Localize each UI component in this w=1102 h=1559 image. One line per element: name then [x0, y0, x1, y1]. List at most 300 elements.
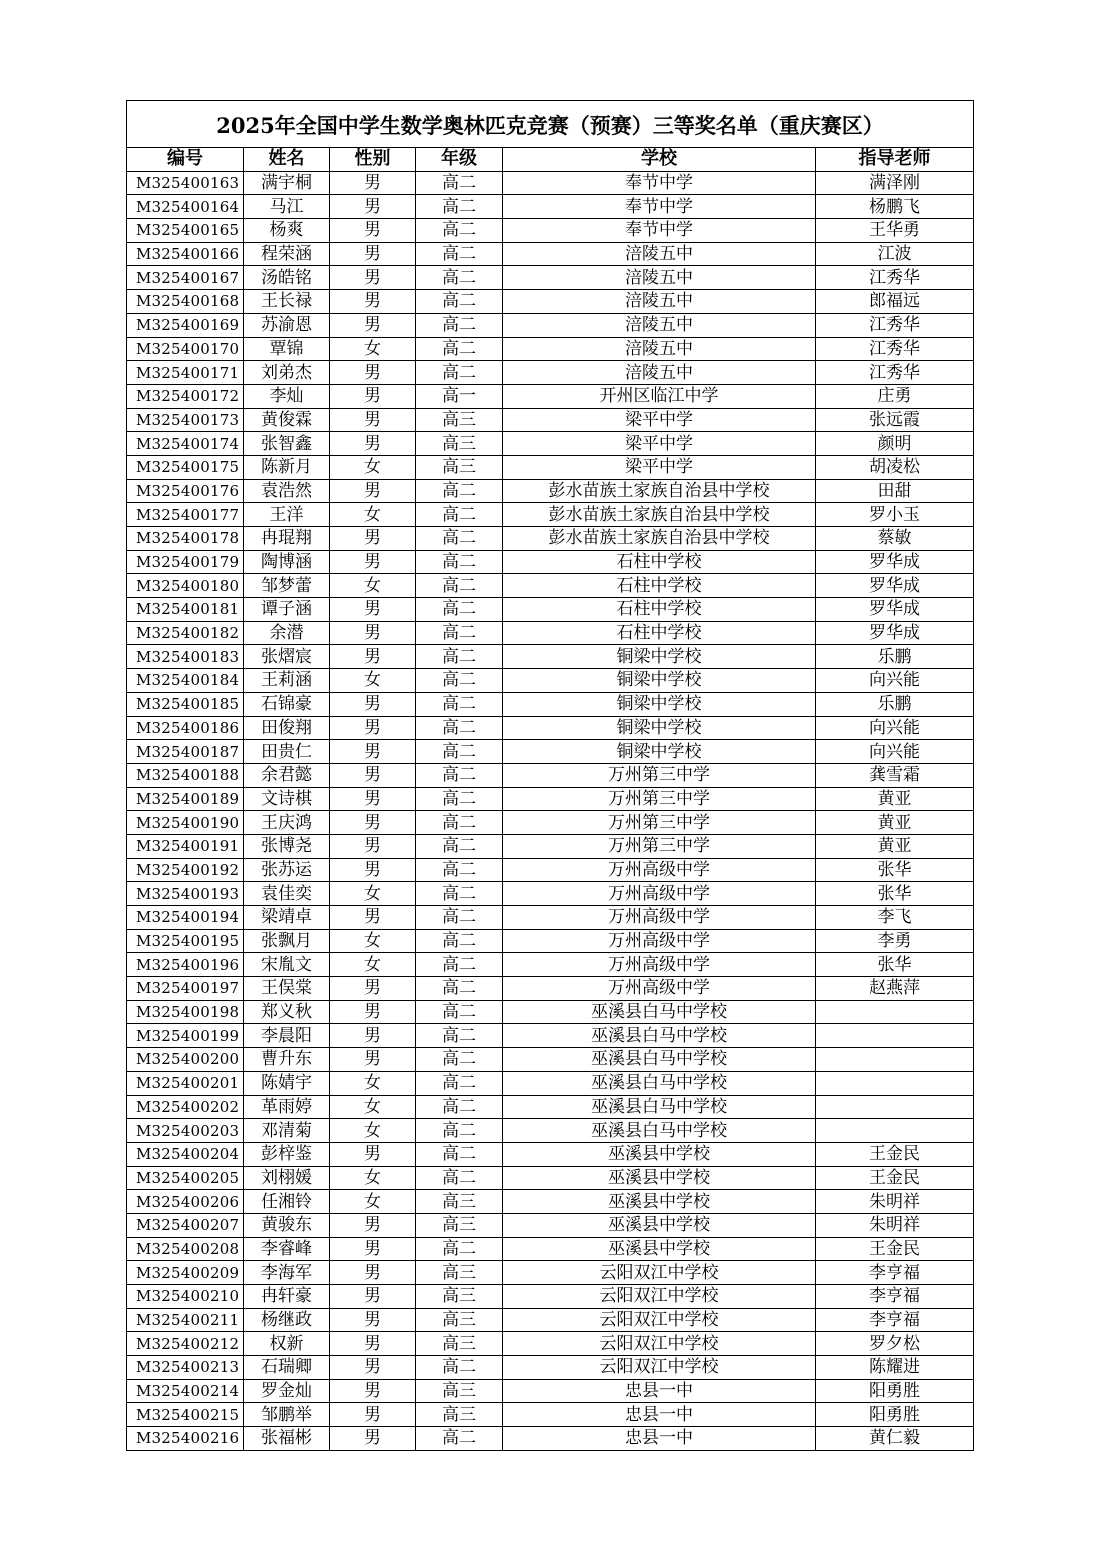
table-row	[127, 361, 974, 385]
cell-name: 袁浩然	[244, 479, 330, 503]
cell-school: 铜梁中学校	[503, 692, 816, 716]
cell-school: 石柱中学校	[503, 550, 816, 574]
cell-grade: 高二	[416, 1095, 503, 1119]
cell-name: 田贵仁	[244, 740, 330, 764]
cell-gender: 男	[330, 1142, 416, 1166]
cell-school: 涪陵五中	[503, 337, 816, 361]
table-row	[127, 834, 974, 858]
cell-teacher: 王金民	[816, 1237, 974, 1261]
cell-school: 巫溪县中学校	[503, 1213, 816, 1237]
table-row	[127, 550, 974, 574]
cell-teacher: 江秀华	[816, 337, 974, 361]
cell-teacher: 罗小玉	[816, 503, 974, 527]
cell-school: 万州第三中学	[503, 834, 816, 858]
cell-teacher: 罗华成	[816, 574, 974, 598]
cell-id: M325400199	[127, 1024, 244, 1048]
cell-grade: 高二	[416, 598, 503, 622]
cell-teacher: 郎福远	[816, 290, 974, 314]
table-row	[127, 1095, 974, 1119]
cell-grade: 高二	[416, 242, 503, 266]
table-row	[127, 1356, 974, 1380]
table-row	[127, 621, 974, 645]
cell-id: M325400169	[127, 313, 244, 337]
cell-id: M325400211	[127, 1308, 244, 1332]
table-row	[127, 1308, 974, 1332]
cell-school: 石柱中学校	[503, 574, 816, 598]
table-row	[127, 1379, 974, 1403]
cell-teacher: 李飞	[816, 906, 974, 930]
cell-school: 万州第三中学	[503, 763, 816, 787]
cell-grade: 高二	[416, 1237, 503, 1261]
cell-grade: 高二	[416, 550, 503, 574]
cell-gender: 男	[330, 195, 416, 219]
cell-id: M325400205	[127, 1166, 244, 1190]
cell-grade: 高二	[416, 977, 503, 1001]
table-row	[127, 455, 974, 479]
cell-teacher: 蔡敏	[816, 527, 974, 551]
cell-id: M325400172	[127, 384, 244, 408]
cell-school: 万州高级中学	[503, 906, 816, 930]
cell-id: M325400181	[127, 598, 244, 622]
cell-school: 铜梁中学校	[503, 645, 816, 669]
cell-teacher: 罗华成	[816, 550, 974, 574]
cell-gender: 男	[330, 692, 416, 716]
cell-id: M325400192	[127, 858, 244, 882]
cell-name: 革雨婷	[244, 1095, 330, 1119]
table-row	[127, 1427, 974, 1451]
cell-name: 陈婧宇	[244, 1071, 330, 1095]
cell-school: 巫溪县中学校	[503, 1142, 816, 1166]
cell-name: 文诗棋	[244, 787, 330, 811]
table-row	[127, 977, 974, 1001]
cell-gender: 男	[330, 1213, 416, 1237]
cell-name: 邹鹏举	[244, 1403, 330, 1427]
cell-teacher: 满泽刚	[816, 171, 974, 195]
cell-name: 邹梦蕾	[244, 574, 330, 598]
cell-gender: 男	[330, 361, 416, 385]
cell-gender: 男	[330, 1000, 416, 1024]
cell-id: M325400212	[127, 1332, 244, 1356]
cell-id: M325400188	[127, 763, 244, 787]
cell-grade: 高二	[416, 479, 503, 503]
cell-id: M325400178	[127, 527, 244, 551]
cell-gender: 男	[330, 1308, 416, 1332]
table-row	[127, 882, 974, 906]
table-row	[127, 1403, 974, 1427]
header-teacher: 指导老师	[816, 148, 974, 172]
cell-gender: 男	[330, 1356, 416, 1380]
cell-school: 奉节中学	[503, 171, 816, 195]
cell-grade: 高二	[416, 1427, 503, 1451]
cell-teacher: 张华	[816, 882, 974, 906]
table-row	[127, 1024, 974, 1048]
cell-name: 彭梓鉴	[244, 1142, 330, 1166]
cell-name: 覃锦	[244, 337, 330, 361]
cell-id: M325400176	[127, 479, 244, 503]
table-row	[127, 1237, 974, 1261]
cell-name: 张福彬	[244, 1427, 330, 1451]
cell-gender: 男	[330, 408, 416, 432]
cell-name: 刘弟杰	[244, 361, 330, 385]
cell-school: 奉节中学	[503, 195, 816, 219]
cell-grade: 高三	[416, 455, 503, 479]
header-name: 姓名	[244, 148, 330, 172]
cell-teacher: 黄亚	[816, 787, 974, 811]
cell-gender: 男	[330, 290, 416, 314]
cell-teacher: 罗华成	[816, 621, 974, 645]
cell-school: 涪陵五中	[503, 361, 816, 385]
cell-name: 李睿峰	[244, 1237, 330, 1261]
cell-grade: 高二	[416, 882, 503, 906]
table-row	[127, 929, 974, 953]
table-row	[127, 242, 974, 266]
cell-teacher: 张华	[816, 858, 974, 882]
cell-id: M325400173	[127, 408, 244, 432]
cell-name: 刘栩媛	[244, 1166, 330, 1190]
cell-gender: 女	[330, 503, 416, 527]
cell-school: 万州第三中学	[503, 787, 816, 811]
cell-teacher	[816, 1119, 974, 1143]
cell-school: 开州区临江中学	[503, 384, 816, 408]
cell-teacher	[816, 1024, 974, 1048]
cell-name: 陶博涵	[244, 550, 330, 574]
cell-name: 石锦豪	[244, 692, 330, 716]
cell-grade: 高二	[416, 266, 503, 290]
cell-grade: 高二	[416, 1000, 503, 1024]
cell-teacher: 张华	[816, 953, 974, 977]
cell-gender: 男	[330, 1024, 416, 1048]
cell-name: 汤皓铭	[244, 266, 330, 290]
table-row	[127, 645, 974, 669]
cell-grade: 高三	[416, 1285, 503, 1309]
cell-name: 田俊翔	[244, 716, 330, 740]
cell-school: 万州高级中学	[503, 929, 816, 953]
cell-gender: 女	[330, 574, 416, 598]
cell-teacher: 赵燕萍	[816, 977, 974, 1001]
cell-teacher: 乐鹏	[816, 645, 974, 669]
cell-school: 奉节中学	[503, 219, 816, 243]
cell-teacher	[816, 1048, 974, 1072]
cell-teacher: 江秀华	[816, 266, 974, 290]
table-row	[127, 740, 974, 764]
cell-grade: 高二	[416, 787, 503, 811]
cell-name: 陈新月	[244, 455, 330, 479]
table-row	[127, 290, 974, 314]
cell-grade: 高二	[416, 858, 503, 882]
cell-gender: 男	[330, 787, 416, 811]
cell-school: 巫溪县白马中学校	[503, 1095, 816, 1119]
cell-id: M325400200	[127, 1048, 244, 1072]
cell-teacher: 江波	[816, 242, 974, 266]
cell-gender: 男	[330, 645, 416, 669]
cell-teacher: 朱明祥	[816, 1213, 974, 1237]
cell-gender: 女	[330, 929, 416, 953]
cell-id: M325400191	[127, 834, 244, 858]
cell-gender: 女	[330, 669, 416, 693]
table-row	[127, 1119, 974, 1143]
table-row	[127, 1071, 974, 1095]
cell-id: M325400182	[127, 621, 244, 645]
cell-gender: 男	[330, 242, 416, 266]
cell-name: 邓清菊	[244, 1119, 330, 1143]
cell-grade: 高二	[416, 811, 503, 835]
cell-id: M325400198	[127, 1000, 244, 1024]
cell-school: 铜梁中学校	[503, 669, 816, 693]
table-row	[127, 195, 974, 219]
table-row	[127, 1000, 974, 1024]
cell-teacher: 胡凌松	[816, 455, 974, 479]
cell-name: 杨爽	[244, 219, 330, 243]
cell-school: 梁平中学	[503, 408, 816, 432]
cell-name: 王洋	[244, 503, 330, 527]
cell-teacher: 江秀华	[816, 361, 974, 385]
cell-id: M325400165	[127, 219, 244, 243]
cell-grade: 高三	[416, 1308, 503, 1332]
cell-school: 万州高级中学	[503, 977, 816, 1001]
cell-teacher: 庄勇	[816, 384, 974, 408]
cell-grade: 高二	[416, 834, 503, 858]
cell-grade: 高二	[416, 669, 503, 693]
table-row	[127, 763, 974, 787]
cell-grade: 高二	[416, 195, 503, 219]
cell-id: M325400185	[127, 692, 244, 716]
table-row	[127, 787, 974, 811]
cell-grade: 高三	[416, 1190, 503, 1214]
cell-grade: 高三	[416, 1213, 503, 1237]
cell-name: 张博尧	[244, 834, 330, 858]
cell-gender: 男	[330, 479, 416, 503]
cell-teacher: 颜明	[816, 432, 974, 456]
table-row	[127, 1190, 974, 1214]
cell-name: 郑义秋	[244, 1000, 330, 1024]
table-row	[127, 1332, 974, 1356]
table-row	[127, 337, 974, 361]
cell-gender: 女	[330, 337, 416, 361]
cell-id: M325400174	[127, 432, 244, 456]
award-table	[126, 100, 974, 1451]
cell-gender: 男	[330, 1379, 416, 1403]
cell-name: 黄骏东	[244, 1213, 330, 1237]
cell-teacher: 田甜	[816, 479, 974, 503]
cell-grade: 高二	[416, 740, 503, 764]
cell-id: M325400190	[127, 811, 244, 835]
cell-name: 谭子涵	[244, 598, 330, 622]
cell-gender: 女	[330, 953, 416, 977]
cell-id: M325400213	[127, 1356, 244, 1380]
cell-grade: 高二	[416, 219, 503, 243]
table-row	[127, 503, 974, 527]
cell-school: 巫溪县白马中学校	[503, 1071, 816, 1095]
cell-grade: 高二	[416, 290, 503, 314]
cell-name: 王莉涵	[244, 669, 330, 693]
cell-gender: 男	[330, 1285, 416, 1309]
cell-teacher: 黄仁毅	[816, 1427, 974, 1451]
cell-gender: 女	[330, 1119, 416, 1143]
cell-teacher: 罗华成	[816, 598, 974, 622]
cell-name: 张熠宸	[244, 645, 330, 669]
cell-gender: 男	[330, 621, 416, 645]
cell-gender: 男	[330, 550, 416, 574]
cell-grade: 高二	[416, 1119, 503, 1143]
cell-grade: 高三	[416, 1403, 503, 1427]
cell-gender: 男	[330, 906, 416, 930]
cell-grade: 高二	[416, 171, 503, 195]
header-gender: 性别	[330, 148, 416, 172]
cell-gender: 男	[330, 763, 416, 787]
cell-grade: 高二	[416, 361, 503, 385]
table-row	[127, 219, 974, 243]
cell-teacher: 向兴能	[816, 740, 974, 764]
cell-school: 万州高级中学	[503, 953, 816, 977]
cell-id: M325400216	[127, 1427, 244, 1451]
cell-id: M325400179	[127, 550, 244, 574]
cell-gender: 男	[330, 1048, 416, 1072]
cell-gender: 男	[330, 313, 416, 337]
cell-teacher	[816, 1000, 974, 1024]
cell-name: 余潜	[244, 621, 330, 645]
cell-grade: 高二	[416, 763, 503, 787]
cell-gender: 男	[330, 1237, 416, 1261]
cell-school: 涪陵五中	[503, 290, 816, 314]
cell-name: 王俣棠	[244, 977, 330, 1001]
cell-teacher: 王金民	[816, 1166, 974, 1190]
cell-id: M325400164	[127, 195, 244, 219]
cell-gender: 男	[330, 716, 416, 740]
cell-name: 苏渝恩	[244, 313, 330, 337]
cell-teacher: 罗夕松	[816, 1332, 974, 1356]
cell-id: M325400168	[127, 290, 244, 314]
cell-id: M325400175	[127, 455, 244, 479]
cell-school: 巫溪县中学校	[503, 1237, 816, 1261]
cell-name: 罗金灿	[244, 1379, 330, 1403]
header-school: 学校	[503, 148, 816, 172]
table-row	[127, 716, 974, 740]
table-row	[127, 432, 974, 456]
cell-gender: 男	[330, 811, 416, 835]
table-row	[127, 266, 974, 290]
cell-teacher: 杨鹏飞	[816, 195, 974, 219]
table-row	[127, 1261, 974, 1285]
cell-school: 忠县一中	[503, 1403, 816, 1427]
cell-id: M325400187	[127, 740, 244, 764]
cell-grade: 高二	[416, 1142, 503, 1166]
cell-school: 云阳双江中学校	[503, 1308, 816, 1332]
cell-id: M325400180	[127, 574, 244, 598]
header-row	[127, 148, 974, 172]
table-row	[127, 1048, 974, 1072]
table-row	[127, 527, 974, 551]
table-row	[127, 1285, 974, 1309]
cell-name: 任湘铃	[244, 1190, 330, 1214]
cell-id: M325400214	[127, 1379, 244, 1403]
cell-school: 梁平中学	[503, 455, 816, 479]
cell-gender: 男	[330, 740, 416, 764]
cell-gender: 女	[330, 1095, 416, 1119]
cell-id: M325400204	[127, 1142, 244, 1166]
cell-grade: 高二	[416, 692, 503, 716]
table-row	[127, 1142, 974, 1166]
cell-name: 杨继政	[244, 1308, 330, 1332]
cell-name: 石瑞卿	[244, 1356, 330, 1380]
cell-school: 铜梁中学校	[503, 740, 816, 764]
cell-id: M325400208	[127, 1237, 244, 1261]
cell-grade: 高三	[416, 1261, 503, 1285]
cell-teacher: 王华勇	[816, 219, 974, 243]
cell-id: M325400171	[127, 361, 244, 385]
cell-teacher: 李亨福	[816, 1261, 974, 1285]
table-row	[127, 384, 974, 408]
cell-name: 王长禄	[244, 290, 330, 314]
cell-school: 彭水苗族土家族自治县中学校	[503, 503, 816, 527]
cell-school: 石柱中学校	[503, 621, 816, 645]
cell-id: M325400177	[127, 503, 244, 527]
cell-gender: 男	[330, 598, 416, 622]
table-row	[127, 692, 974, 716]
cell-gender: 男	[330, 384, 416, 408]
cell-id: M325400207	[127, 1213, 244, 1237]
cell-school: 石柱中学校	[503, 598, 816, 622]
cell-gender: 男	[330, 858, 416, 882]
cell-name: 王庆鸿	[244, 811, 330, 835]
table-body	[127, 171, 974, 1450]
cell-grade: 高二	[416, 1048, 503, 1072]
cell-school: 彭水苗族土家族自治县中学校	[503, 527, 816, 551]
cell-school: 云阳双江中学校	[503, 1356, 816, 1380]
cell-name: 宋胤文	[244, 953, 330, 977]
cell-gender: 男	[330, 1332, 416, 1356]
cell-teacher: 阳勇胜	[816, 1403, 974, 1427]
table-row	[127, 669, 974, 693]
cell-id: M325400209	[127, 1261, 244, 1285]
cell-school: 巫溪县白马中学校	[503, 1000, 816, 1024]
cell-name: 黄俊霖	[244, 408, 330, 432]
cell-name: 梁靖卓	[244, 906, 330, 930]
cell-school: 巫溪县白马中学校	[503, 1048, 816, 1072]
cell-teacher: 李亨福	[816, 1308, 974, 1332]
cell-gender: 男	[330, 834, 416, 858]
cell-id: M325400203	[127, 1119, 244, 1143]
cell-school: 涪陵五中	[503, 266, 816, 290]
cell-gender: 男	[330, 977, 416, 1001]
cell-id: M325400189	[127, 787, 244, 811]
cell-id: M325400197	[127, 977, 244, 1001]
cell-name: 冉琨翔	[244, 527, 330, 551]
cell-name: 马江	[244, 195, 330, 219]
cell-name: 张苏运	[244, 858, 330, 882]
cell-teacher: 黄亚	[816, 834, 974, 858]
cell-name: 权新	[244, 1332, 330, 1356]
cell-teacher: 李亨福	[816, 1285, 974, 1309]
cell-gender: 男	[330, 527, 416, 551]
cell-grade: 高三	[416, 432, 503, 456]
cell-gender: 男	[330, 1261, 416, 1285]
table-row	[127, 1213, 974, 1237]
cell-name: 李海军	[244, 1261, 330, 1285]
cell-id: M325400166	[127, 242, 244, 266]
cell-grade: 高二	[416, 716, 503, 740]
cell-id: M325400194	[127, 906, 244, 930]
cell-id: M325400210	[127, 1285, 244, 1309]
page-title: 2025年全国中学生数学奥林匹克竞赛（预赛）三等奖名单（重庆赛区）	[126, 100, 974, 147]
cell-name: 李灿	[244, 384, 330, 408]
cell-gender: 女	[330, 1190, 416, 1214]
cell-grade: 高二	[416, 574, 503, 598]
cell-name: 满宇桐	[244, 171, 330, 195]
cell-school: 云阳双江中学校	[503, 1261, 816, 1285]
cell-school: 忠县一中	[503, 1379, 816, 1403]
cell-id: M325400201	[127, 1071, 244, 1095]
cell-teacher: 乐鹏	[816, 692, 974, 716]
